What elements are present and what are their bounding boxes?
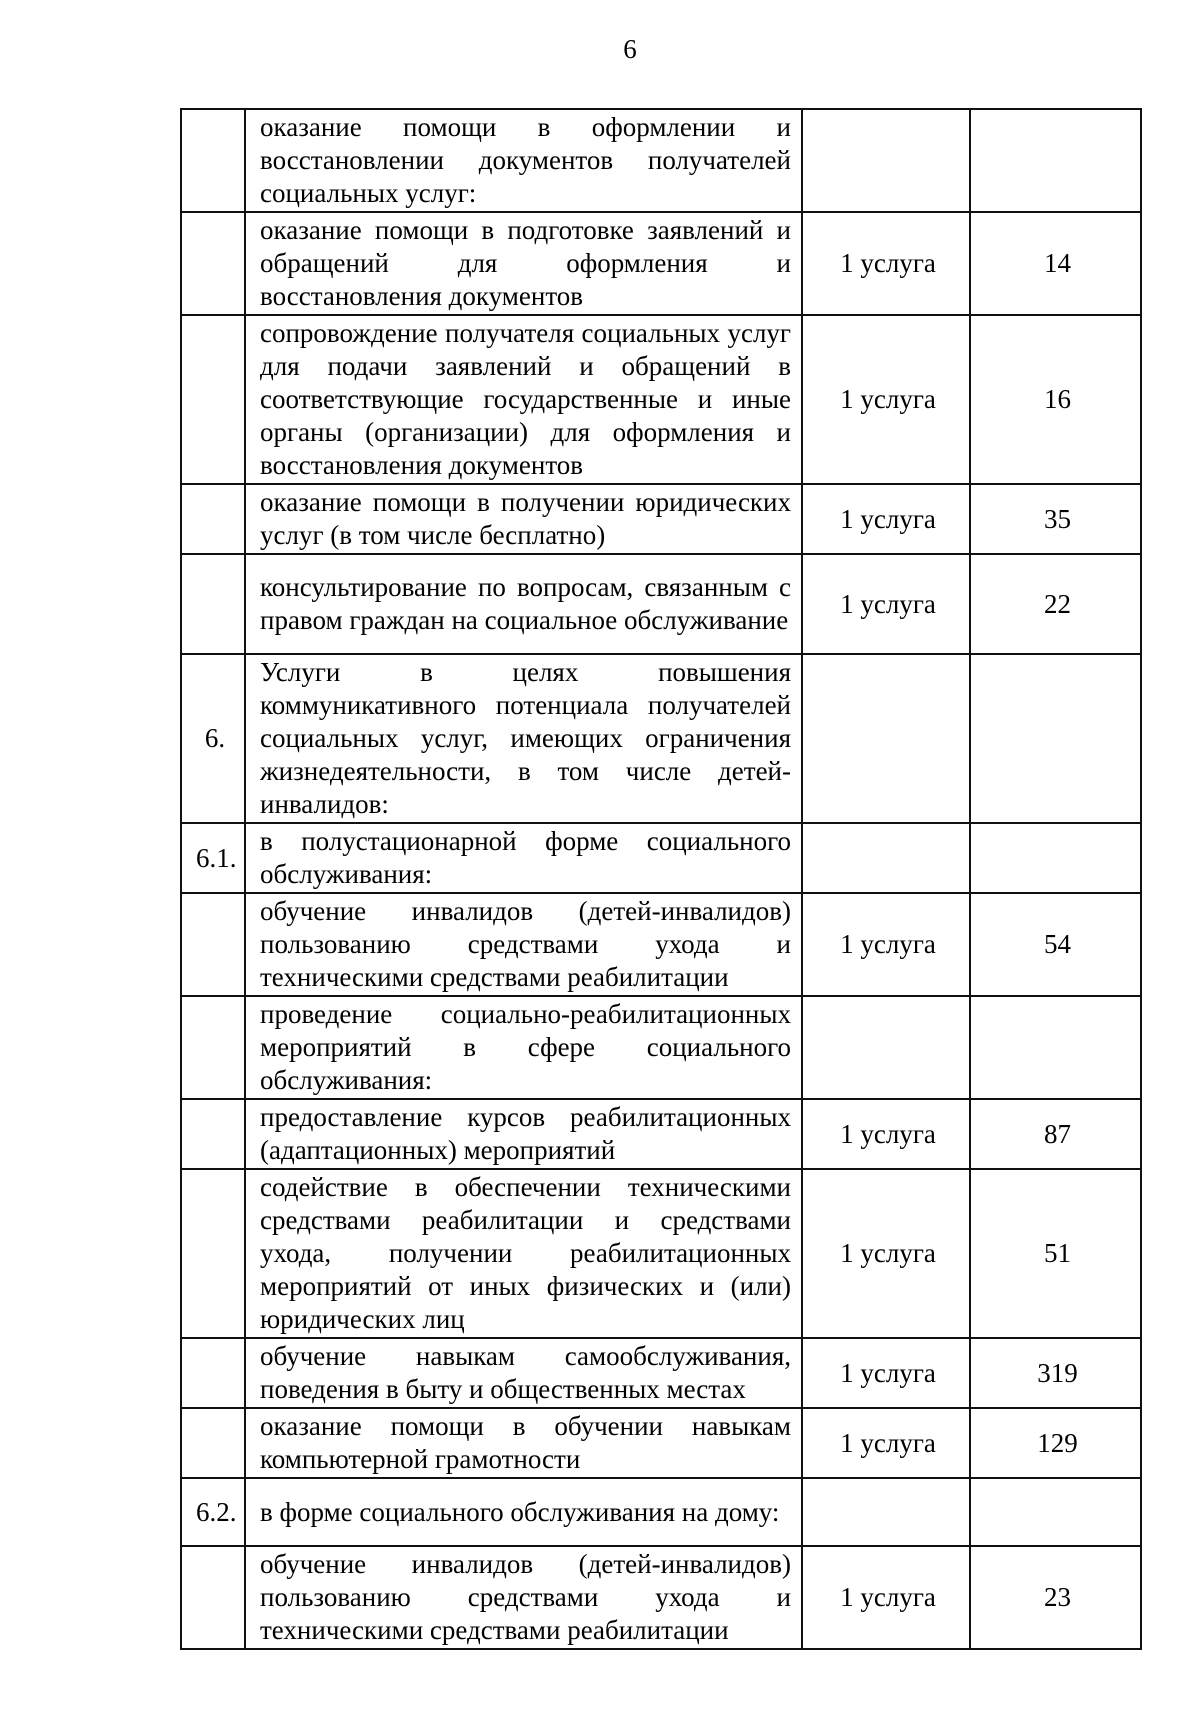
row-number xyxy=(181,1169,245,1338)
table-row xyxy=(181,654,1141,823)
unit-of-measure xyxy=(802,654,970,823)
row-number: 6. xyxy=(181,654,245,823)
row-number: 6.2. xyxy=(181,1478,245,1546)
service-value xyxy=(970,1478,1141,1546)
table-row xyxy=(181,823,1141,893)
row-number xyxy=(181,996,245,1099)
table-row xyxy=(181,1169,1141,1338)
service-description: обучение навыкам самообслуживания, поведения в быту и общественных местах xyxy=(245,1338,802,1408)
unit-of-measure: 1 услуга xyxy=(802,212,970,315)
unit-of-measure: 1 услуга xyxy=(802,315,970,484)
table-row xyxy=(181,1099,1141,1169)
row-number xyxy=(181,315,245,484)
table-row xyxy=(181,1338,1141,1408)
unit-of-measure: 1 услуга xyxy=(802,893,970,996)
subsection-heading: в полустационарной форме социального обслуживания: xyxy=(245,823,802,893)
service-value: 54 xyxy=(970,893,1141,996)
service-description: сопровождение получателя социальных услуг для подачи заявлений и обращений в соответствующие государственные и иные органы (организации) для оформления и восстановления документов xyxy=(245,315,802,484)
table-row xyxy=(181,315,1141,484)
table-row xyxy=(181,996,1141,1099)
row-number: 6.1. xyxy=(181,823,245,893)
row-number xyxy=(181,109,245,212)
subsection-heading: в форме социального обслуживания на дому: xyxy=(245,1478,802,1546)
service-description: обучение инвалидов (детей-инвалидов) пользованию средствами ухода и техническими средствами реабилитации xyxy=(245,1546,802,1649)
service-description: оказание помощи в обучении навыкам компьютерной грамотности xyxy=(245,1408,802,1478)
service-description: предоставление курсов реабилитационных (адаптационных) мероприятий xyxy=(245,1099,802,1169)
row-number xyxy=(181,1338,245,1408)
service-value: 23 xyxy=(970,1546,1141,1649)
row-number xyxy=(181,1408,245,1478)
service-description: содействие в обеспечении техническими средствами реабилитации и средствами ухода, получении реабилитационных мероприятий от иных физических и (или) юридических лиц xyxy=(245,1169,802,1338)
service-value: 319 xyxy=(970,1338,1141,1408)
service-value xyxy=(970,654,1141,823)
section-heading: Услуги в целях повышения коммуникативного потенциала получателей социальных услуг, имеющих ограничения жизнедеятельности, в том числе детей-инвалидов: xyxy=(245,654,802,823)
service-description: проведение социально-реабилитационных мероприятий в сфере социального обслуживания: xyxy=(245,996,802,1099)
service-value xyxy=(970,823,1141,893)
service-value xyxy=(970,996,1141,1099)
service-value: 14 xyxy=(970,212,1141,315)
service-description: оказание помощи в получении юридических услуг (в том числе бесплатно) xyxy=(245,484,802,554)
table-row xyxy=(181,212,1141,315)
unit-of-measure: 1 услуга xyxy=(802,554,970,654)
service-value: 35 xyxy=(970,484,1141,554)
row-number xyxy=(181,1546,245,1649)
unit-of-measure xyxy=(802,1478,970,1546)
service-description: обучение инвалидов (детей-инвалидов) пользованию средствами ухода и техническими средствами реабилитации xyxy=(245,893,802,996)
services-table xyxy=(180,108,1142,1650)
row-number xyxy=(181,893,245,996)
table-row xyxy=(181,1546,1141,1649)
unit-of-measure xyxy=(802,109,970,212)
service-value: 16 xyxy=(970,315,1141,484)
table-row xyxy=(181,893,1141,996)
table-row xyxy=(181,1478,1141,1546)
unit-of-measure: 1 услуга xyxy=(802,484,970,554)
service-description: оказание помощи в оформлении и восстановлении документов получателей социальных услуг: xyxy=(245,109,802,212)
unit-of-measure: 1 услуга xyxy=(802,1546,970,1649)
table-row xyxy=(181,554,1141,654)
service-value: 87 xyxy=(970,1099,1141,1169)
unit-of-measure xyxy=(802,996,970,1099)
row-number xyxy=(181,1099,245,1169)
service-description: оказание помощи в подготовке заявлений и обращений для оформления и восстановления документов xyxy=(245,212,802,315)
table-row xyxy=(181,1408,1141,1478)
unit-of-measure: 1 услуга xyxy=(802,1338,970,1408)
table-row xyxy=(181,109,1141,212)
row-number xyxy=(181,554,245,654)
service-value: 129 xyxy=(970,1408,1141,1478)
unit-of-measure: 1 услуга xyxy=(802,1099,970,1169)
row-number xyxy=(181,212,245,315)
service-value xyxy=(970,109,1141,212)
unit-of-measure: 1 услуга xyxy=(802,1408,970,1478)
row-number xyxy=(181,484,245,554)
unit-of-measure: 1 услуга xyxy=(802,1169,970,1338)
page-number: 6 xyxy=(623,34,637,64)
unit-of-measure xyxy=(802,823,970,893)
table-row xyxy=(181,484,1141,554)
service-description: консультирование по вопросам, связанным с правом граждан на социальное обслуживание xyxy=(245,554,802,654)
service-value: 22 xyxy=(970,554,1141,654)
service-value: 51 xyxy=(970,1169,1141,1338)
